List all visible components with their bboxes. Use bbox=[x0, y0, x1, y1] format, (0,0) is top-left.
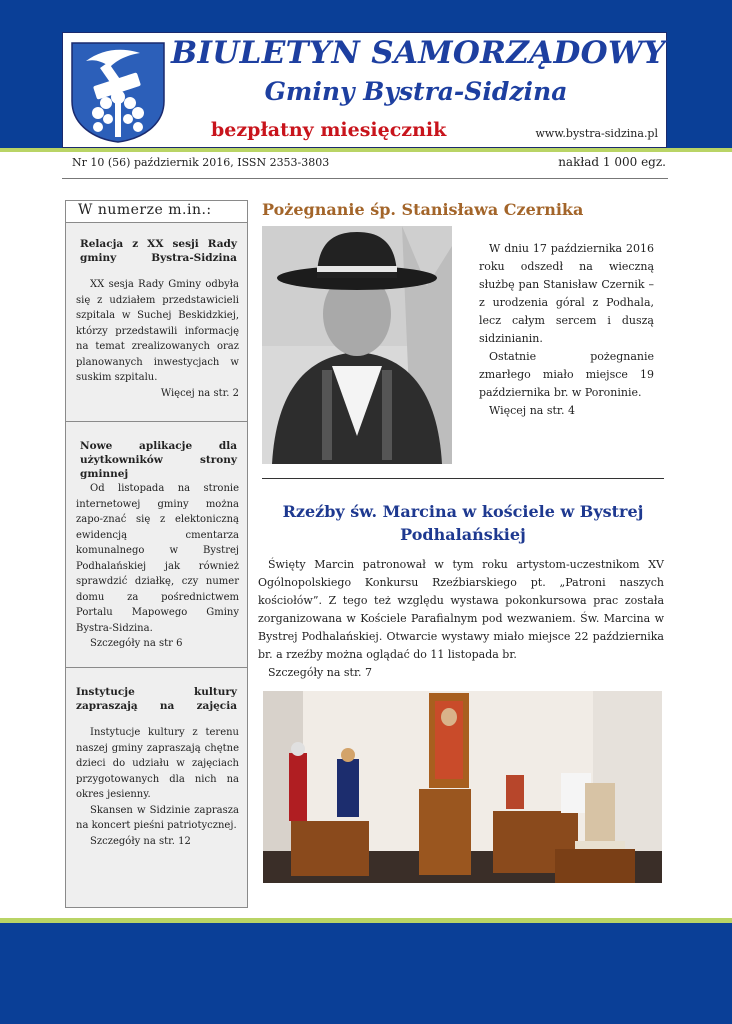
masthead bbox=[62, 32, 667, 148]
sidebar-item-body: Instytucje kultury z terenu naszej gminy zapraszają chętne dzieci do udziału w zajęciach przygotowanych dla nich na okres jesienny. bbox=[76, 727, 239, 800]
article-title: Pożegnanie śp. Stanisława Czernika bbox=[262, 200, 584, 219]
sculptures-photo bbox=[263, 691, 662, 883]
sidebar-item-more[interactable]: Szczegóły na str 6 bbox=[90, 638, 183, 649]
sidebar-item-body: Od listopada na stronie internetowej gminy można zapo-znać się z elektoniczną ewidencją cmentarza komunalnego w Bystrej Podhalańskiej jak również sprawdzić działkę, czy numer domu za pośrednictwem Portalu Mapowego Gminy Bystra-Sidzina. bbox=[76, 483, 239, 634]
read-more-link[interactable]: Szczegóły na str. 7 bbox=[268, 666, 372, 679]
portrait-photo bbox=[262, 226, 452, 464]
publication-subtitle: Gminy Bystra-Sidzina bbox=[264, 77, 568, 106]
sidebar-item-title: Instytucje kultury zapraszają na zajęcia bbox=[76, 686, 237, 712]
circulation: nakład 1 000 egz. bbox=[558, 155, 666, 169]
divider bbox=[66, 421, 247, 422]
divider bbox=[62, 178, 668, 179]
paragraph: Ostatnie pożegnanie zmarłego miało miejsce 19 października br. w Poroninie. bbox=[479, 350, 654, 399]
sidebar-item-body-2: Skansen w Sidzinie zaprasza na koncert pieśni patriotycznej. bbox=[76, 804, 239, 831]
paragraph: W dniu 17 października 2016 roku odszedł na wieczną służbę pan Stanisław Czernik – z urodzenia góral z Podhala, lecz całym sercem i duszą sidzinianin. bbox=[479, 242, 654, 345]
sidebar-heading: W numerze m.in.: bbox=[66, 201, 247, 223]
article-title: Rzeźby św. Marcina w kościele w Bystrej Podhalańskiej bbox=[282, 502, 644, 544]
website-link[interactable]: www.bystra-sidzina.pl bbox=[535, 127, 658, 140]
free-label: bezpłatny miesięcznik bbox=[211, 119, 447, 141]
sidebar-item-body: XX sesja Rady Gminy odbyła się z udziałem przedstawicieli szpitala w Suchej Beskidzkiej, którzy przedstawili informację na temat zrealizowanych oraz planowanych inwestycjach w suskim szpitalu. bbox=[76, 279, 239, 383]
paragraph: Święty Marcin patronował w tym roku artystom-uczestnikom XV Ogólnopolskiego Konkursu Rzeźbiarskiego pt. „Patroni naszych kościołów”. Z tego też względu wystawa pokonkursowa prac została zorganizowana w Kościele Parafialnym pod wezwaniem. Św. Marcina w Bystrej Podhalańskiej. Otwarcie wystawy miało miejsce 22 października br. a rzeźby można oglądać do 11 listopada br. bbox=[258, 558, 664, 661]
sidebar-item-more[interactable]: Więcej na str. 2 bbox=[160, 387, 239, 399]
sidebar-item-more[interactable]: Szczegóły na str. 12 bbox=[90, 835, 191, 847]
sidebar-item-title: Nowe aplikacje dla użytkowników strony gminnej bbox=[80, 440, 237, 480]
read-more-link[interactable]: Więcej na str. 4 bbox=[489, 404, 575, 417]
header-stripe bbox=[0, 148, 732, 152]
sidebar-item-title: Relacja z XX sesji Rady gminy Bystra-Sidzina bbox=[80, 238, 237, 264]
article-body bbox=[479, 240, 654, 420]
divider bbox=[262, 478, 664, 479]
article-body bbox=[258, 556, 664, 682]
sidebar-contents bbox=[65, 200, 248, 908]
coat-of-arms-icon bbox=[68, 39, 168, 143]
divider bbox=[66, 667, 247, 668]
publication-title: BIULETYN SAMORZĄDOWY bbox=[171, 35, 666, 71]
footer-band bbox=[0, 923, 732, 1024]
sidebar-item-session[interactable] bbox=[66, 237, 247, 401]
issue-info: Nr 10 (56) październik 2016, ISSN 2353-3803 bbox=[72, 156, 330, 169]
sidebar-item-culture[interactable] bbox=[66, 685, 247, 849]
sidebar-item-apps[interactable] bbox=[66, 439, 247, 652]
